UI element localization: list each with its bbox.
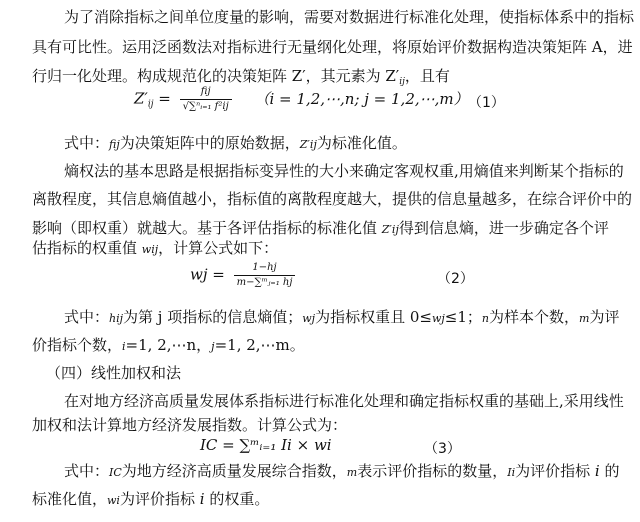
para3-line3 <box>0 219 640 239</box>
para3-line3-tail: 得到信息熵，进一步确定各个评 <box>398 219 609 237</box>
para6-line1 <box>0 462 640 482</box>
para6-line2-text: 标准化值， <box>32 490 108 508</box>
para6-line2-b: 为评价指标 <box>119 490 200 508</box>
eq2-denominator: m−∑ᵐⱼ₌₁ hj <box>236 277 293 288</box>
para6-line2 <box>0 490 640 510</box>
eq2-fraction <box>234 262 296 289</box>
eq2-number: （2） <box>437 271 474 287</box>
para1-line1: 为了消除指标之间单位度量的影响，需要对数据进行标准化处理，使指标体系中的指标 <box>64 8 635 26</box>
para4-line2-c: =1, 2,⋯m。 <box>214 336 305 354</box>
para6-line2-symbol-i: i <box>199 490 205 508</box>
para6-text-c: 表示评价指标的数量， <box>357 462 508 480</box>
para6-text-b: 为地方经济高质量发展综合指数， <box>121 462 347 480</box>
para3-line4-tail: ，计算公式如下： <box>158 239 279 257</box>
eq2-equals: = <box>212 265 225 284</box>
para6-symbol-i: i <box>594 462 600 480</box>
eq1-equals: = <box>158 89 171 108</box>
para4-symbol-j: j <box>211 340 215 353</box>
para2-prefix: 式中： <box>64 134 110 152</box>
para4-text-c: 为指标权重且 0≤ <box>315 308 432 326</box>
para6-symbol-ic: IC <box>109 466 122 479</box>
eq1-denominator: √∑ⁿᵢ₌₁ f²ij <box>182 101 229 112</box>
para2-symbol-z: Z′ij <box>299 138 317 151</box>
para6-text-d: 为评价指标 <box>515 462 595 480</box>
para3-line2: 离散程度，其信息熵值越小，指标值的离散程度越大，提供的信息量越多，在综合评价中的 <box>32 190 633 208</box>
para3-line4 <box>0 239 640 259</box>
eq1-conditions: （i = 1,2,⋯,n; j = 1,2,⋯,m） <box>254 89 469 108</box>
para4-symbol-n: n <box>481 312 489 325</box>
para3-line3-text: 影响（即权重）就越大。基于各评估指标的标准化值 <box>32 219 382 237</box>
para5-line2: 加权和法计算地方经济发展指数。计算公式为： <box>32 416 348 434</box>
para2-text-c: 为标准化值。 <box>316 134 407 152</box>
eq1-number: （1） <box>468 95 505 111</box>
para4-line1 <box>0 308 640 328</box>
para6-symbol-ii: Ii <box>507 466 516 479</box>
para4-text-b: 为第 j 项指标的信息熵值； <box>123 308 303 326</box>
eq1-fraction <box>180 86 232 113</box>
eq2-numerator: 1−hj <box>234 262 296 276</box>
para4-line2-text: 价指标个数， <box>32 336 123 354</box>
para4-prefix: 式中： <box>64 308 110 326</box>
para1-line3-tail: ，且有 <box>404 67 450 85</box>
para6-line2-c: 的权重。 <box>204 490 270 508</box>
para5-line1: 在对地方经济高质量发展体系指标进行标准化处理和确定指标权重的基础上,采用线性 <box>64 392 624 410</box>
para2-symbol-f: fij <box>109 138 120 151</box>
para3-line1: 熵权法的基本思路是根据指标变异性的大小来确定客观权重,用熵值来判断某个指标的 <box>64 162 624 180</box>
para2-text-b: 为决策矩阵中的原始数据， <box>119 134 300 152</box>
para1-line3-subscript: ij <box>399 77 405 87</box>
para2-line1 <box>0 134 640 154</box>
eq3-number: （3） <box>424 441 461 457</box>
para6-prefix: 式中： <box>64 462 110 480</box>
para4-symbol-i: i <box>122 340 126 353</box>
para3-symbol-z: Z′ij <box>381 223 399 236</box>
para4-symbol-w: wj <box>302 312 316 325</box>
eq1-lhs: Z′ <box>134 89 148 108</box>
para4-symbol-m: m <box>579 312 590 325</box>
eq1-numerator: fij <box>180 86 232 100</box>
section-heading: （四）线性加权和法 <box>46 364 182 382</box>
para4-text-e: 为样本个数， <box>489 308 580 326</box>
para1-line2: 具有可比性。运用泛函数法对指标进行无量纲化处理，将原始评价数据构造决策矩阵 A，进 <box>32 38 633 56</box>
equation-3: IC = ∑ᵐᵢ₌₁ Ii × wi <box>200 436 332 454</box>
para3-symbol-w: wij <box>141 243 159 256</box>
para6-symbol-m: m <box>346 466 358 479</box>
equation-2 <box>190 262 299 289</box>
para3-line4-text: 估指标的权重值 <box>32 239 142 257</box>
para4-symbol-w2: wj <box>431 312 445 325</box>
eq2-lhs: wj <box>190 265 208 284</box>
para4-text-f: 为评 <box>589 308 620 326</box>
eq1-lhs-subscript: ij <box>147 99 154 110</box>
para4-line2-b: =1, 2,⋯n， <box>125 336 212 354</box>
para4-text-d: ≤1； <box>444 308 482 326</box>
equation-1 <box>134 86 469 113</box>
para4-line2 <box>0 336 640 356</box>
para6-symbol-w: wi <box>107 494 120 507</box>
para4-symbol-h: hij <box>109 312 124 325</box>
para1-line3-text: 行归一化处理。构成规范化的决策矩阵 Z′，其元素为 Z′ <box>32 67 400 85</box>
para6-text-e: 的 <box>599 462 620 480</box>
